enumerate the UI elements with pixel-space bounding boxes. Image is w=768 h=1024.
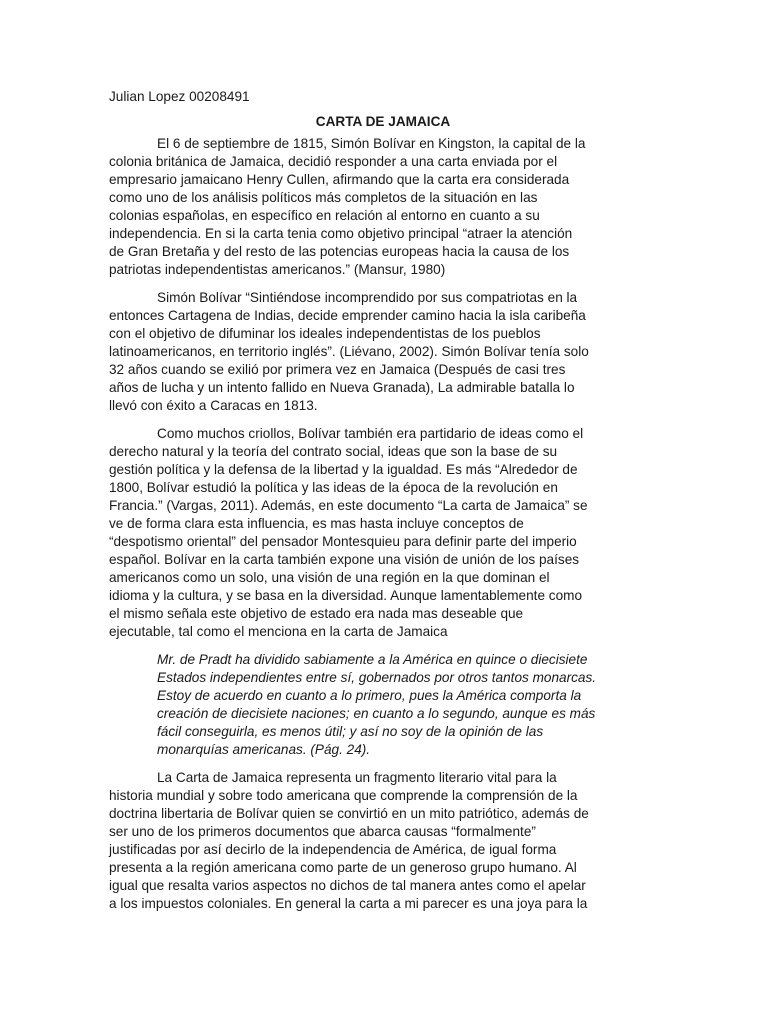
paragraph-line: idioma y la cultura, y se basa en la diversidad. Aunque lamentablemente como — [109, 588, 583, 603]
paragraph-line: ejecutable, tal como el menciona en la carta de Jamaica — [109, 624, 448, 639]
paragraph-line: americanos como un solo, una visión de una región en la que dominan el — [109, 570, 550, 585]
paragraph-line: latinoamericanos, en territorio inglés”. (Liévano, 2002). Simón Bolívar tenía solo — [109, 344, 589, 359]
paragraph-line: “despotismo oriental” del pensador Montesquieu para definir parte del imperio — [109, 534, 577, 549]
paragraph-2 — [109, 289, 657, 415]
paragraph-3 — [109, 425, 657, 641]
block-quote — [157, 651, 657, 759]
paragraph-line: entonces Cartagena de Indias, decide emprender camino hacia la isla caribeña — [109, 308, 586, 323]
paragraph-line: gestión política y la defensa de la libertad y la igualdad. Es más “Alrededor de — [109, 462, 578, 477]
paragraph-line: con el objetivo de difuminar los ideales independentistas de los pueblos — [109, 326, 541, 341]
paragraph-4 — [109, 769, 657, 913]
paragraph-line: ser uno de los primeros documentos que abarca causas “formalmente” — [109, 824, 536, 839]
paragraph-line: colonia británica de Jamaica, decidió responder a una carta enviada por el — [109, 154, 558, 169]
quote-line: Estados independientes entre sí, gobernados por otros tantos monarcas. — [157, 670, 597, 685]
document-body — [109, 88, 657, 923]
quote-line: creación de diecisiete naciones; en cuanto a lo segundo, aunque es más — [157, 706, 596, 721]
paragraph-line: 32 años cuando se exilió por primera vez en Jamaica (Después de casi tres — [109, 362, 566, 377]
paragraph-line: llevó con éxito a Caracas en 1813. — [109, 398, 318, 413]
paragraph-line: español. Bolívar en la carta también expone una visión de unión de los países — [109, 552, 580, 567]
paragraph-1 — [109, 135, 657, 279]
quote-line: Mr. de Pradt ha dividido sabiamente a la América en quince o diecisiete — [157, 652, 588, 667]
paragraph-line: de Gran Bretaña y del resto de las potencias europeas hacia la causa de los — [109, 244, 570, 259]
paragraph-line: igual que resalta varios aspectos no dichos de tal manera antes como el apelar — [109, 878, 586, 893]
author-line: Julian Lopez 00208491 — [109, 89, 250, 104]
paragraph-line: independencia. En si la carta tenia como objetivo principal “atraer la atención — [109, 226, 573, 241]
paragraph-line: El 6 de septiembre de 1815, Simón Bolívar en Kingston, la capital de la — [157, 136, 586, 151]
paragraph-line: empresario jamaicano Henry Cullen, afirmando que la carta era considerada — [109, 172, 570, 187]
paragraph-line: patriotas independentistas americanos.” (Mansur, 1980) — [109, 262, 446, 277]
paragraph-line: Como muchos criollos, Bolívar también era partidario de ideas como el — [157, 426, 584, 441]
paragraph-line: justificadas por así decirlo de la independencia de América, de igual forma — [109, 842, 557, 857]
paragraph-line: años de lucha y un intento fallido en Nueva Granada), La admirable batalla lo — [109, 380, 575, 395]
paragraph-line: Simón Bolívar “Sintiéndose incomprendido por sus compatriotas en la — [157, 290, 578, 305]
paragraph-line: colonias españolas, en específico en relación al entorno en cuanto a su — [109, 208, 540, 223]
paragraph-line: el mismo señala este objetivo de estado era nada mas deseable que — [109, 606, 524, 621]
paragraph-line: presenta a la región americana como parte de un generoso grupo humano. Al — [109, 860, 577, 875]
paragraph-line: 1800, Bolívar estudió la política y las ideas de la época de la revolución en — [109, 480, 558, 495]
paragraph-line: historia mundial y sobre todo americana que comprende la comprensión de la — [109, 788, 578, 803]
paragraph-line: a los impuestos coloniales. En general la carta a mi parecer es una joya para la — [109, 896, 588, 911]
paragraph-line: doctrina libertaria de Bolívar quien se convirtió en un mito patriótico, además de — [109, 806, 589, 821]
paragraph-line: derecho natural y la teoría del contrato social, ideas que son la base de su — [109, 444, 558, 459]
paragraph-line: como uno de los análisis políticos más completos de la situación en las — [109, 190, 538, 205]
paragraph-line: ve de forma clara esta influencia, es mas hasta incluye conceptos de — [109, 516, 524, 531]
document-title: CARTA DE JAMAICA — [315, 114, 451, 129]
quote-line: monarquías americanas. (Pág. 24). — [157, 742, 371, 757]
paragraph-line: Francia.” (Vargas, 2011). Además, en este documento “La carta de Jamaica” se — [109, 498, 588, 513]
quote-line: fácil conseguirla, es menos útil; y así no soy de la opinión de las — [157, 724, 544, 739]
paragraph-line: La Carta de Jamaica representa un fragmento literario vital para la — [157, 770, 557, 785]
quote-line: Estoy de acuerdo en cuanto a lo primero, pues la América comporta la — [157, 688, 582, 703]
